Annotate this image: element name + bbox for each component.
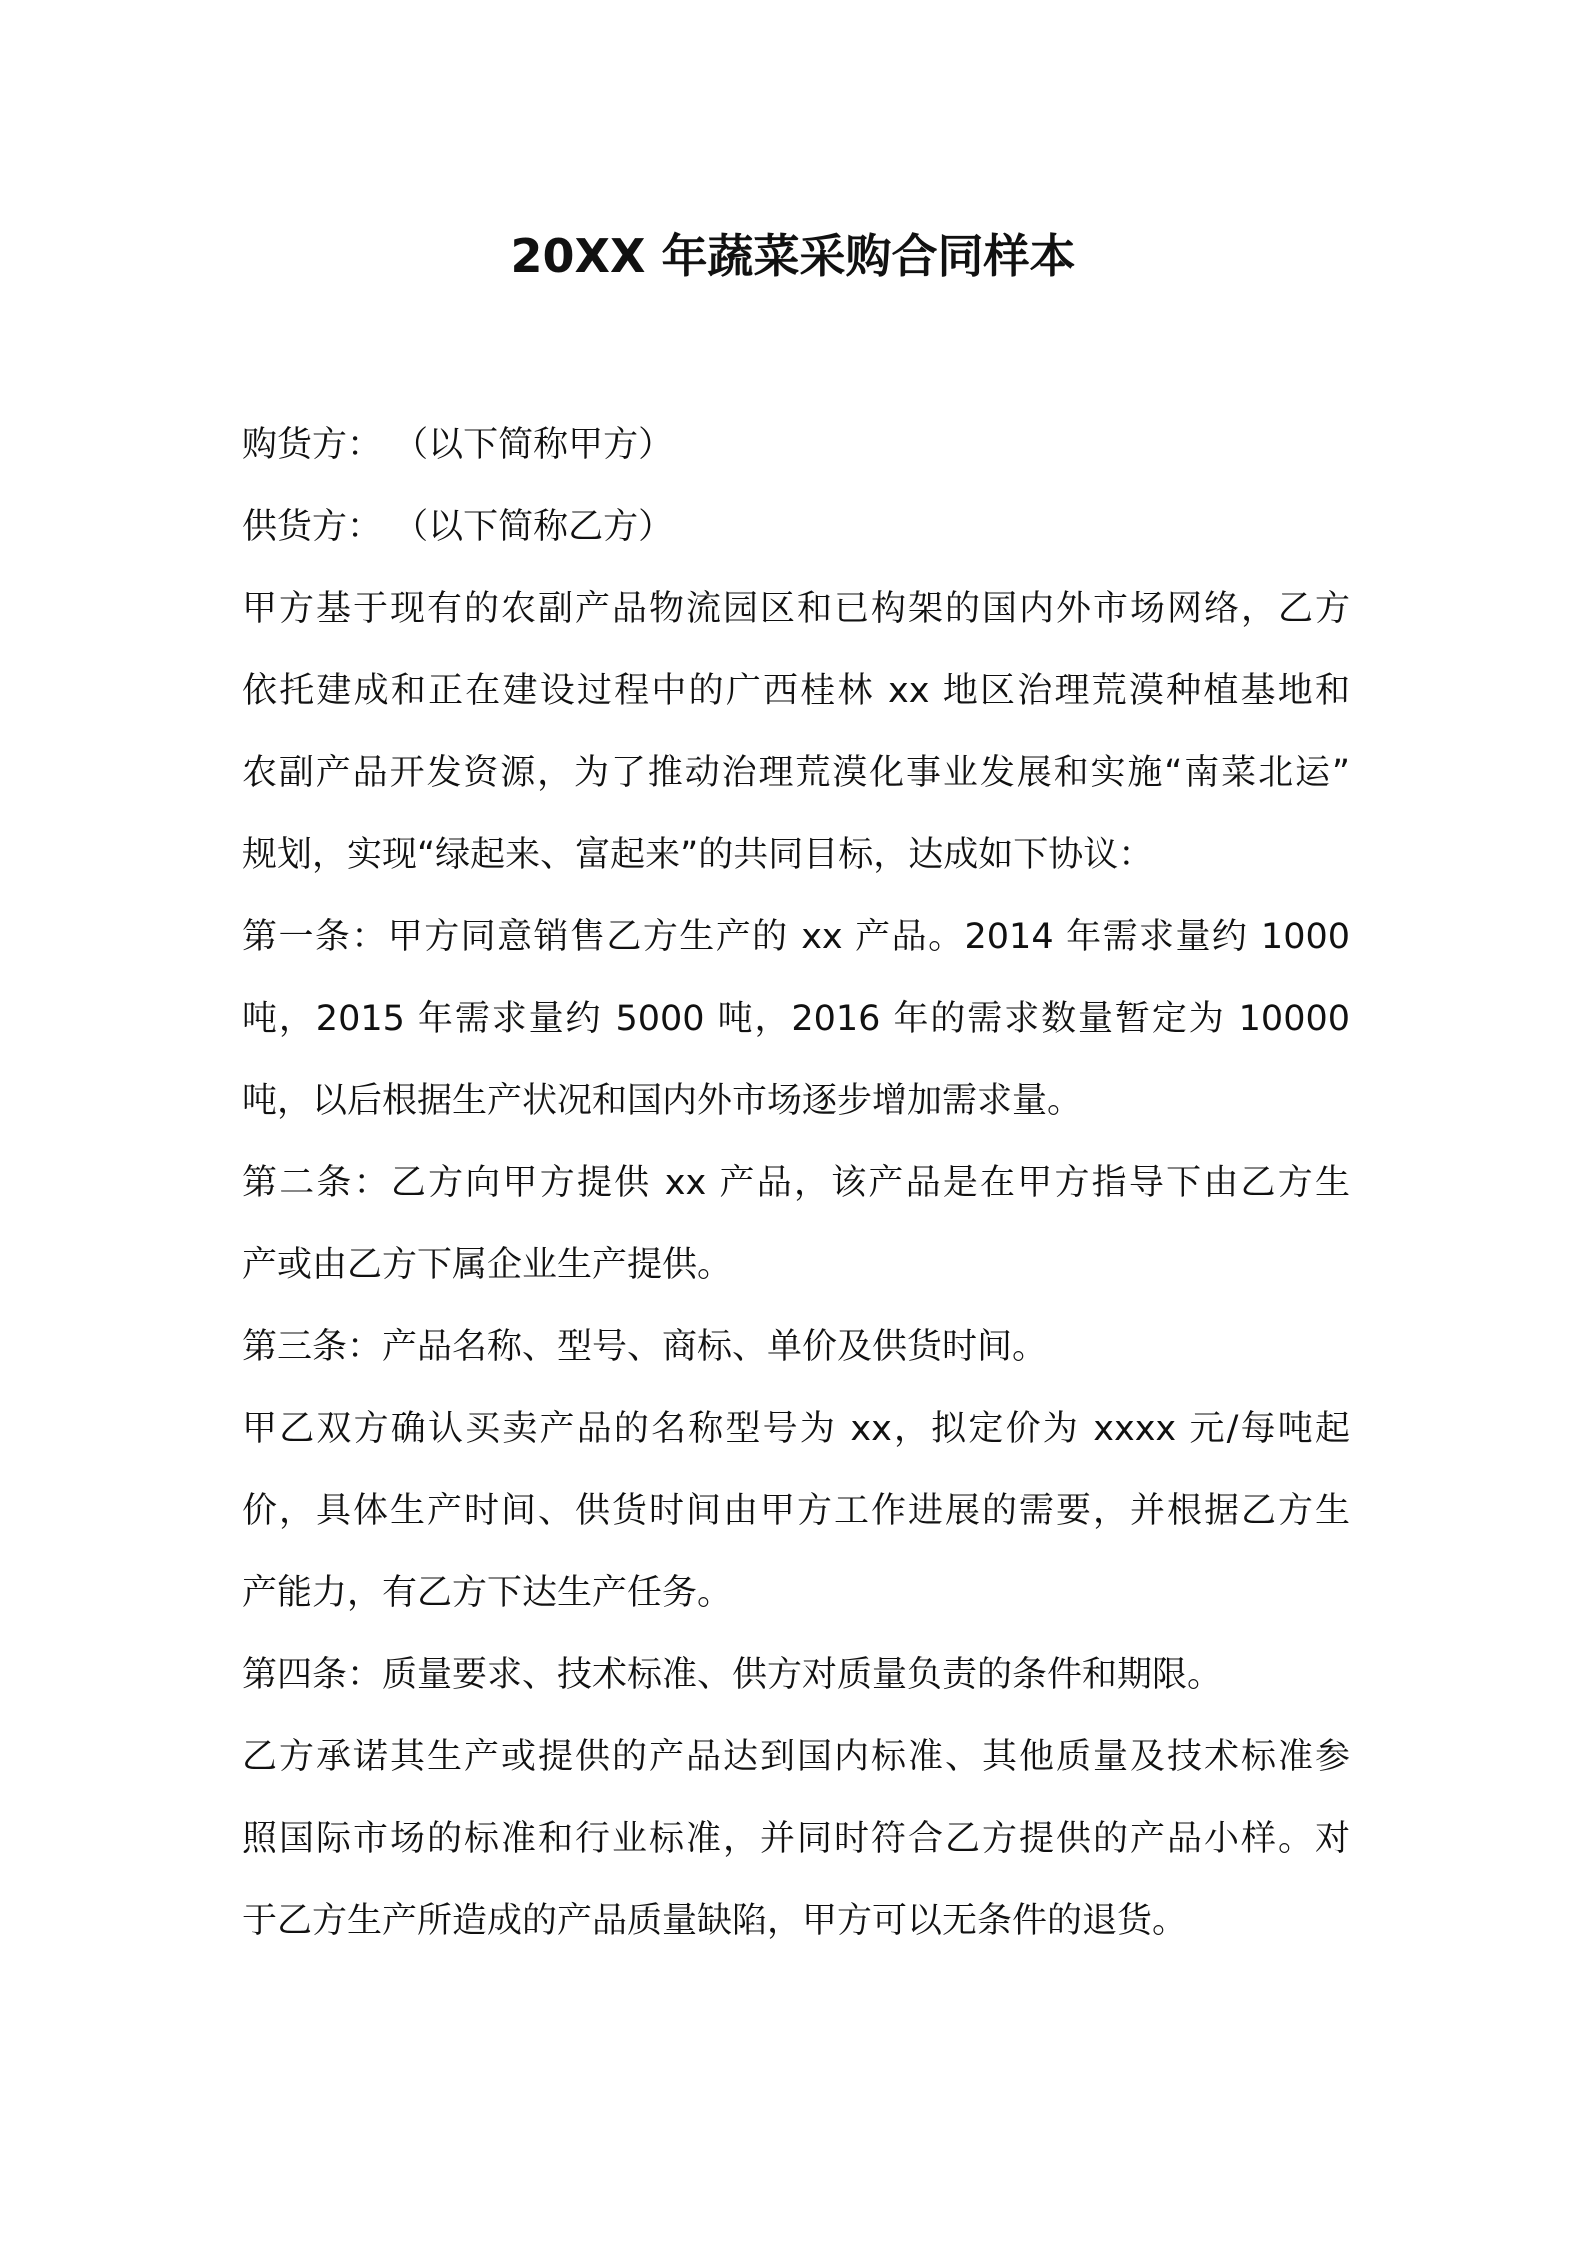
article-2-line: 产或由乙方下属企业生产提供。	[242, 1245, 733, 1285]
article-1-line: 吨，以后根据生产状况和国内外市场逐步增加需求量。	[242, 1081, 1083, 1121]
preamble-line: 规划，实现“绿起来、富起来”的共同目标，达成如下协议：	[242, 835, 1154, 875]
article-3-line: 甲乙双方确认买卖产品的名称型号为 xx，拟定价为 xxxx 元/每吨起	[242, 1409, 1350, 1449]
article-2-line: 第二条：乙方向甲方提供 xx 产品，该产品是在甲方指导下由乙方生	[242, 1163, 1350, 1203]
supplier-line: 供货方： （以下简称乙方）	[242, 507, 674, 547]
preamble-line: 甲方基于现有的农副产品物流园区和已构架的国内外市场网络，乙方	[242, 589, 1350, 629]
article-3-line: 产能力，有乙方下达生产任务。	[242, 1573, 733, 1613]
document-body	[242, 404, 1350, 1962]
article-1-line: 吨，2015 年需求量约 5000 吨，2016 年的需求数量暂定为 10000	[242, 999, 1350, 1039]
article-4-line: 乙方承诺其生产或提供的产品达到国内标准、其他质量及技术标准参	[242, 1737, 1350, 1777]
article-4-heading: 第四条：质量要求、技术标准、供方对质量负责的条件和期限。	[242, 1655, 1223, 1695]
article-1-line: 第一条：甲方同意销售乙方生产的 xx 产品。2014 年需求量约 1000	[242, 917, 1350, 957]
preamble-line: 依托建成和正在建设过程中的广西桂林 xx 地区治理荒漠种植基地和	[242, 671, 1350, 711]
article-3-line: 价，具体生产时间、供货时间由甲方工作进展的需要，并根据乙方生	[242, 1491, 1350, 1531]
buyer-line: 购货方： （以下简称甲方）	[242, 425, 674, 465]
article-3-heading: 第三条：产品名称、型号、商标、单价及供货时间。	[242, 1327, 1048, 1367]
preamble-line: 农副产品开发资源，为了推动治理荒漠化事业发展和实施“南菜北运”	[242, 753, 1350, 793]
article-4-line: 于乙方生产所造成的产品质量缺陷，甲方可以无条件的退货。	[242, 1901, 1188, 1941]
document-title: 20XX 年蔬菜采购合同样本	[510, 229, 1076, 283]
article-4-line: 照国际市场的标准和行业标准，并同时符合乙方提供的产品小样。对	[242, 1819, 1350, 1859]
